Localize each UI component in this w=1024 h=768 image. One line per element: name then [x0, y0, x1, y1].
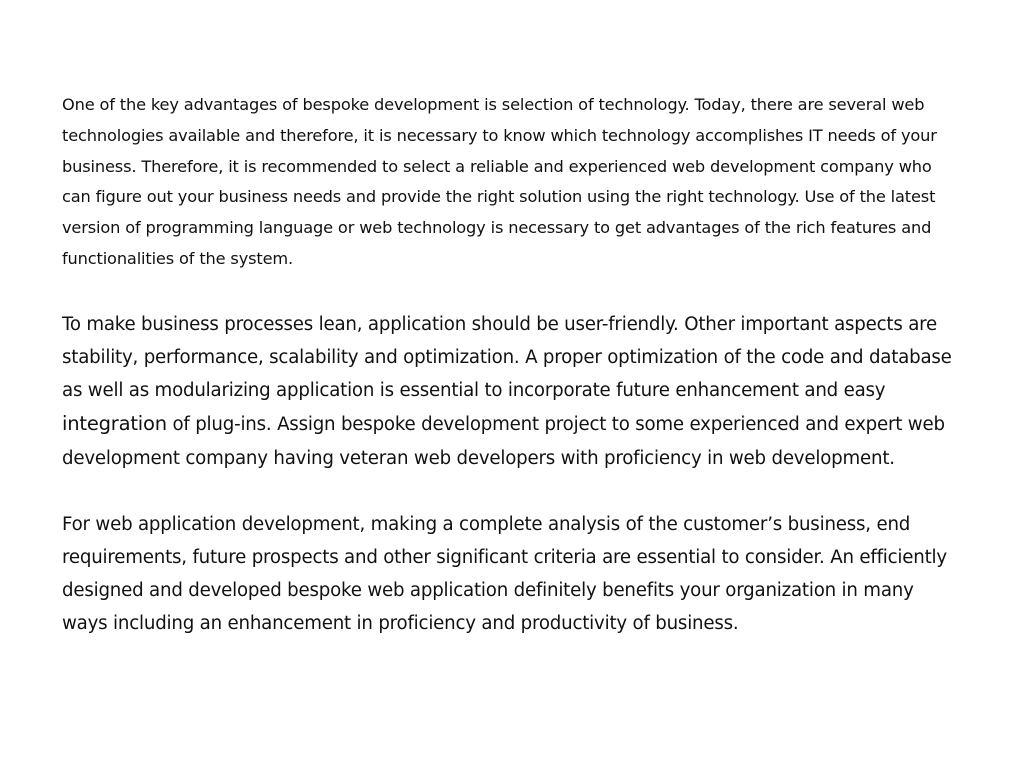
- paragraph-business-processes-text-after: of plug-ins. Assign bespoke development project to some experienced and expert web development company having veteran web developers with proficiency in web development.: [62, 414, 945, 469]
- paragraph-business-processes: [62, 308, 962, 475]
- paragraph-technology-selection: One of the key advantages of bespoke development is selection of technology. Today, there are several web technologies available and therefore, it is necessary to know which technology accomplishes IT needs of your business. Therefore, it is recommended to select a reliable and experienced web development company who can figure out your business needs and provide the right solution using the right technology. Use of the latest version of programming language or web technology is necessary to get advantages of the rich features and functionalities of the system.: [62, 95, 937, 268]
- integration-emphasis-text: integration: [62, 412, 167, 436]
- paragraph-business-processes-text-before: To make business processes lean, application should be user-friendly. Other important aspects are stability, performance, scalability and optimization. A proper optimization of the code and database as well as modularizing application is essential to incorporate future enhancement and easy: [62, 313, 952, 402]
- paragraph-web-application-development: For web application development, making a complete analysis of the customer’s business, end requirements, future prospects and other significant criteria are essential to consider. An efficiently designed and developed bespoke web application definitely benefits your organization in many ways including an enhancement in proficiency and productivity of business.: [62, 513, 947, 635]
- document-body: [62, 90, 962, 641]
